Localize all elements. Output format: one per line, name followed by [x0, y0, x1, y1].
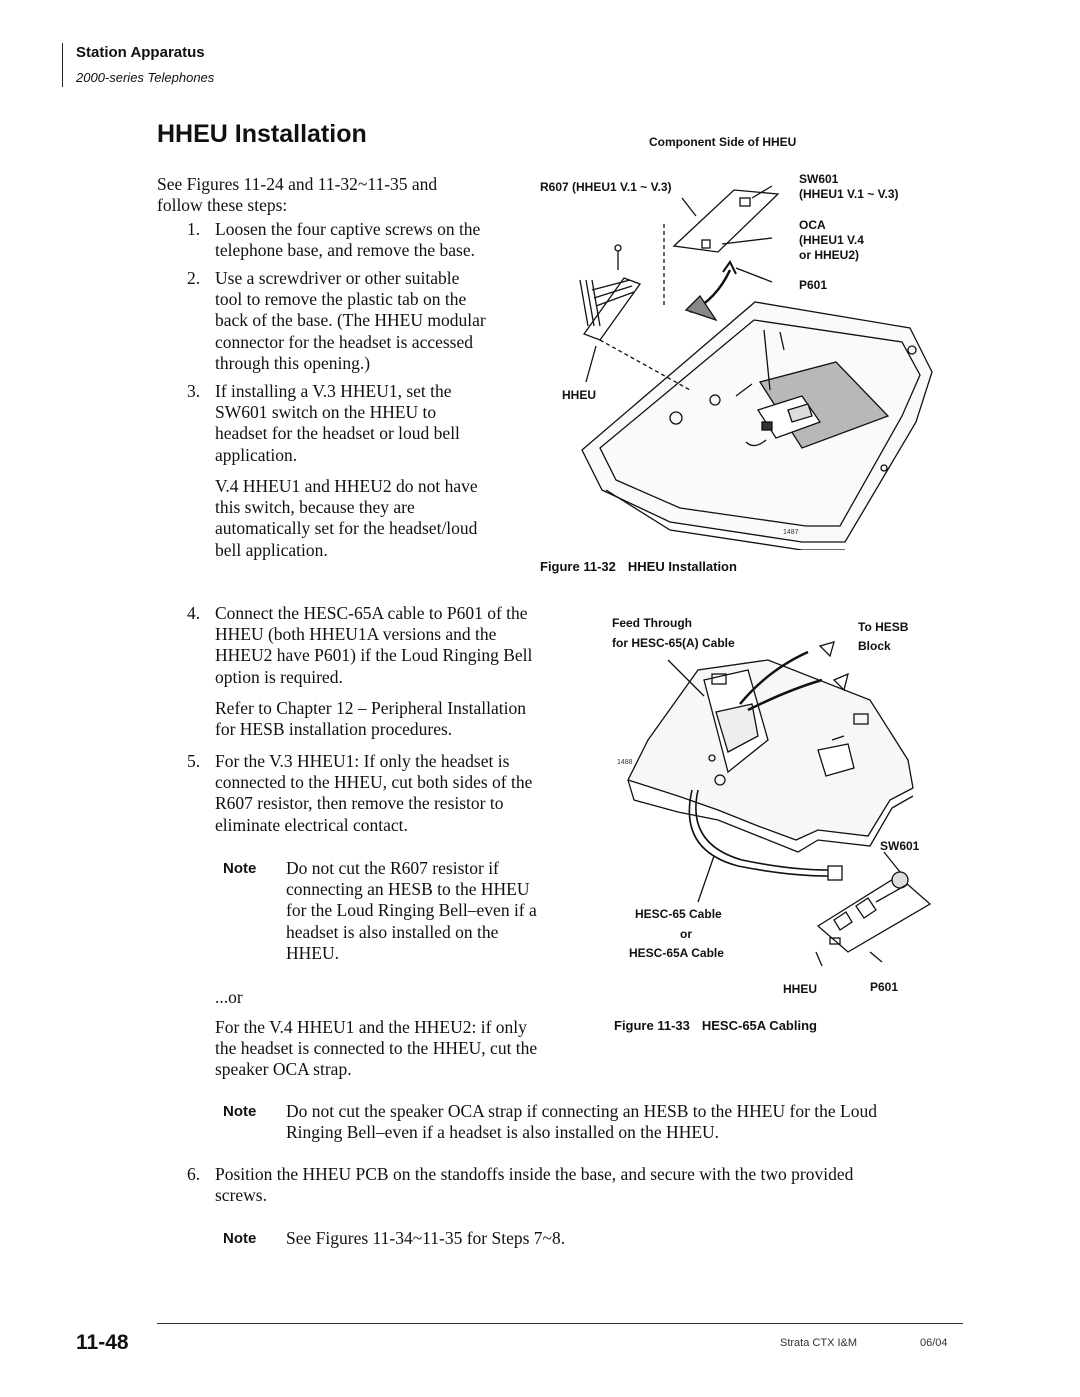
note-1-text: Do not cut the R607 resistor if connecting an HESB to the HHEU for the Loud Ringing Bell–even if a headset is also installed on the HHEU. [286, 858, 537, 963]
note-label: Note [223, 1103, 257, 1120]
label-sw601: SW601 [880, 839, 920, 853]
step-number: 4. [187, 603, 201, 623]
subsection-title: 2000-series Telephones [76, 70, 215, 85]
hheu-installation-illustration [540, 150, 940, 550]
step-number: 6. [187, 1164, 201, 1184]
label-to-hesb: To HESB [858, 620, 909, 634]
document-date: 06/04 [920, 1337, 948, 1349]
hesc-cabling-illustration [608, 640, 938, 990]
label-sw601-version: (HHEU1 V.1 ~ V.3) [799, 187, 899, 201]
label-hheu: HHEU [783, 982, 818, 996]
note-label: Note [223, 860, 257, 877]
intro-text: See Figures 11-24 and 11-32~11-35 and follow these steps: [157, 174, 438, 216]
note-2-text: Do not cut the speaker OCA strap if connecting an HESB to the HHEU for the Loud Ringing Bell–even if a headset is also installed on the HHEU. [286, 1101, 877, 1143]
figure-number: Figure 11-33 [614, 1018, 690, 1033]
label-feed-through: Feed Through [612, 616, 692, 630]
step-number: 2. [187, 268, 201, 288]
step-number: 5. [187, 751, 201, 771]
label-hheu: HHEU [562, 388, 597, 402]
step-3-detail: V.4 HHEU1 and HHEU2 do not have this switch, because they are automatically set for the headset/loud bell application. [215, 476, 478, 560]
step-4-detail: Refer to Chapter 12 – Peripheral Installation for HESB installation procedures. [215, 698, 527, 740]
section-title: Station Apparatus [76, 44, 205, 61]
page-title: HHEU Installation [157, 120, 367, 148]
page-number: 11-48 [76, 1331, 129, 1354]
step-number: 3. [187, 381, 201, 401]
figure-caption [540, 559, 737, 574]
label-hesc65a-cable: HESC-65A Cable [629, 946, 724, 960]
label-oca-version-2: or HHEU2) [799, 248, 860, 262]
figure-code: 1487 [783, 529, 799, 536]
document-name: Strata CTX I&M [780, 1337, 858, 1349]
or-text: ...or [215, 987, 243, 1007]
label-p601: P601 [870, 980, 899, 994]
label-p601: P601 [799, 278, 828, 292]
note-label: Note [223, 1230, 257, 1247]
label-component-side: Component Side of HHEU [649, 135, 797, 149]
step-5-detail: For the V.4 HHEU1 and the HHEU2: if only the headset is connected to the HHEU, cut the speaker OCA strap. [215, 1017, 538, 1080]
figure-name: HHEU Installation [627, 559, 737, 574]
label-or: or [680, 927, 692, 941]
step-number: 1. [187, 219, 201, 239]
header-rule [62, 43, 63, 87]
label-r607: R607 (HHEU1 V.1 ~ V.3) [540, 180, 672, 194]
figure-caption [614, 1018, 817, 1033]
note-3-text: See Figures 11-34~11-35 for Steps 7~8. [286, 1228, 566, 1248]
figure-code: 1488 [617, 759, 633, 766]
label-oca-version-1: (HHEU1 V.4 [799, 233, 864, 247]
figure-name: HESC-65A Cabling [701, 1018, 817, 1033]
label-hesc65-cable: HESC-65 Cable [635, 907, 722, 921]
footer-rule [157, 1323, 963, 1324]
label-block: Block [858, 639, 891, 653]
label-feed-through-cable: for HESC-65(A) Cable [612, 636, 735, 650]
label-sw601: SW601 [799, 172, 839, 186]
figure-number: Figure 11-32 [540, 559, 616, 574]
label-oca: OCA [799, 218, 826, 232]
